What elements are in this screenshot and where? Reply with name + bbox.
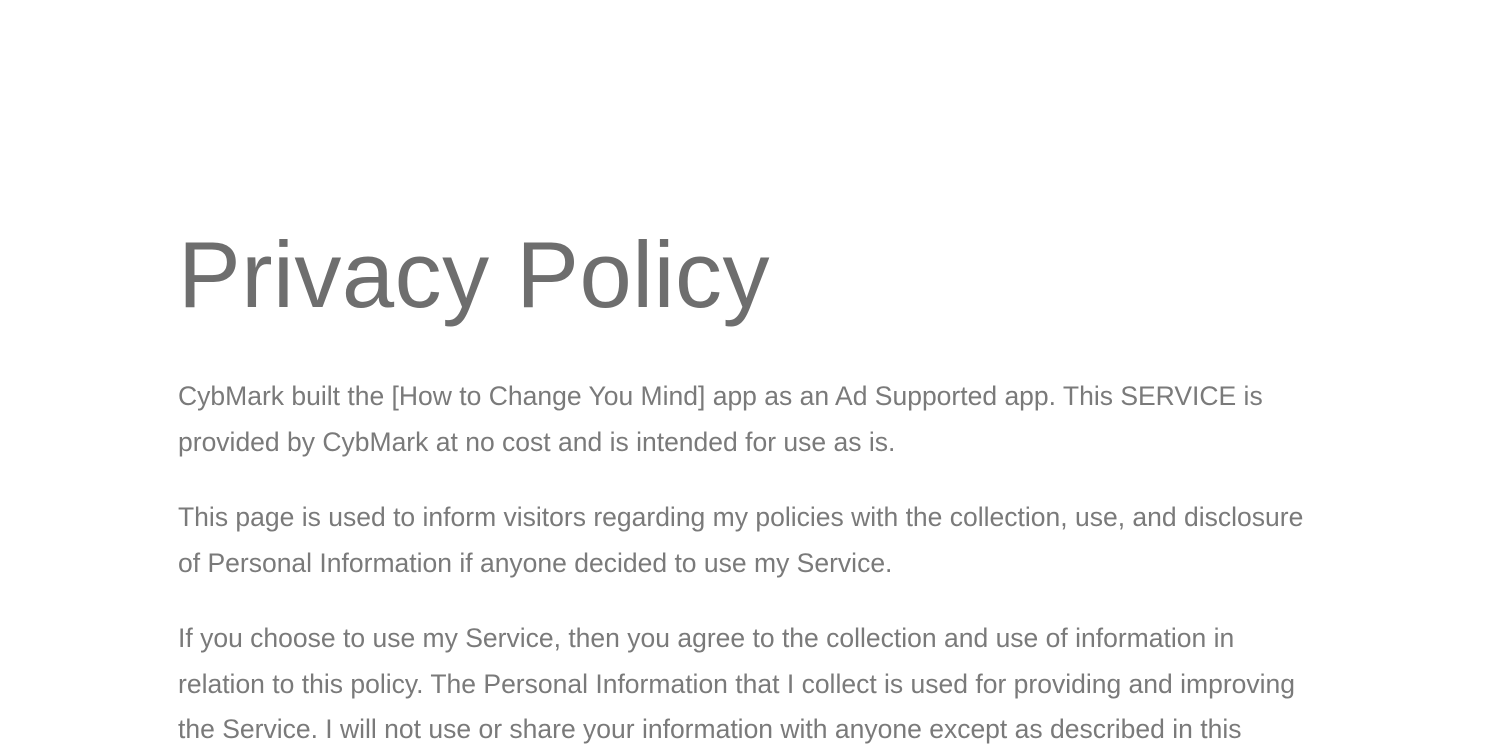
page-title: Privacy Policy xyxy=(178,222,771,327)
paragraph-line: CybMark built the [How to Change You Mind] app as an Ad Supported app. This SERVICE is xyxy=(178,381,1263,411)
paragraph-line: provided by CybMark at no cost and is intended for use as is. xyxy=(178,426,896,457)
paragraph-line: the Service. I will not use or share your information with anyone except as described in this xyxy=(178,714,1242,744)
document-content xyxy=(178,220,1318,750)
paragraph-line: relation to this policy. The Personal Information that I collect is used for providing and improving xyxy=(178,668,1296,699)
paragraph-line: If you choose to use my Service, then you agree to the collection and use of information in xyxy=(178,623,1235,653)
intro-paragraph xyxy=(178,374,1318,465)
paragraph-line: This page is used to inform visitors regarding my policies with the collection, use, and disclosure xyxy=(178,502,1304,532)
purpose-paragraph xyxy=(178,495,1318,586)
consent-paragraph xyxy=(178,616,1318,750)
paragraph-line: of Personal Information if anyone decided to use my Service. xyxy=(178,547,893,578)
